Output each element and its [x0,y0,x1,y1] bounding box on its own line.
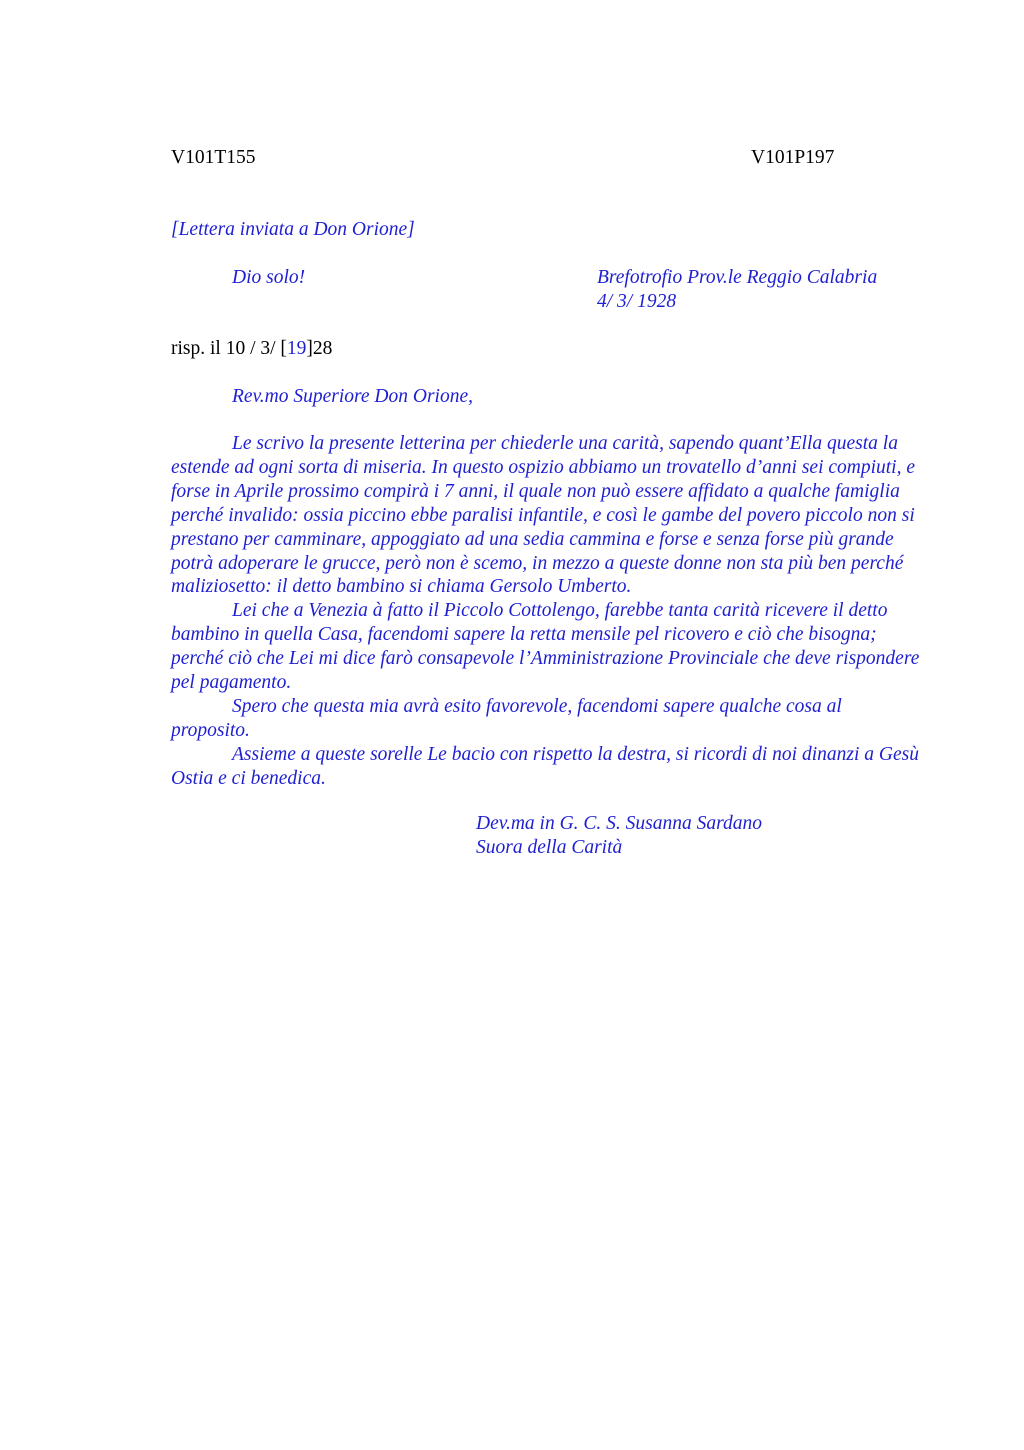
reply-suffix: ]28 [306,338,333,359]
date-line: 4/ 3/ 1928 [597,291,677,312]
signature-line-1: Dev.ma in G. C. S. Susanna Sardano [476,813,762,834]
letter-body [171,432,923,791]
editorial-note: [Lettera inviata a Don Orione] [171,219,415,240]
motto: Dio solo! [232,267,306,288]
paragraph: Le scrivo la presente letterina per chiederle una carità, sapendo quant’Ella questa la estende ad ogni sorta di miseria. In questo ospizio abbiamo un trovatello d’anni sei compiuti, e forse in Aprile prossimo compirà i 7 anni, il quale non può essere affidato a qualche famiglia perché invalido: ossia piccino ebbe paralisi infantile, e così le gambe del povero piccolo non si prestano per camminare, appoggiato ad una sedia cammina e forse e senza forse più grande potrà adoperare le grucce, però non è scemo, in mezzo a queste donne non sta più ben perché maliziosetto: il detto bambino si chiama Gersolo Umberto. [171,433,916,598]
paragraph: Assieme a queste sorelle Le bacio con rispetto la destra, si ricordi di noi dinanzi a Gesù Ostia e ci benedica. [171,743,919,789]
place-line: Brefotrofio Prov.le Reggio Calabria [597,267,878,288]
header-left-reference: V101T155 [171,147,256,168]
signature-line-2: Suora della Carità [476,837,623,858]
reply-note [171,337,332,361]
salutation: Rev.mo Superiore Don Orione, [232,386,473,407]
paragraph: Spero che questa mia avrà esito favorevole, facendomi sapere qualche cosa al proposito. [171,695,842,741]
reply-prefix: risp. il 10 / 3/ [ [171,338,287,359]
paragraph: Lei che a Venezia à fatto il Piccolo Cottolengo, farebbe tanta carità ricevere il detto bambino in quella Casa, facendomi sapere la retta mensile pel ricovero e ciò che bisogna; perché ciò che Lei mi dice farò consapevole l’Amministrazione Provinciale che deve rispondere pel pagamento. [171,600,920,694]
header-right-reference: V101P197 [751,147,835,168]
signature-block [476,812,762,860]
reply-year-insert: 19 [286,338,307,359]
